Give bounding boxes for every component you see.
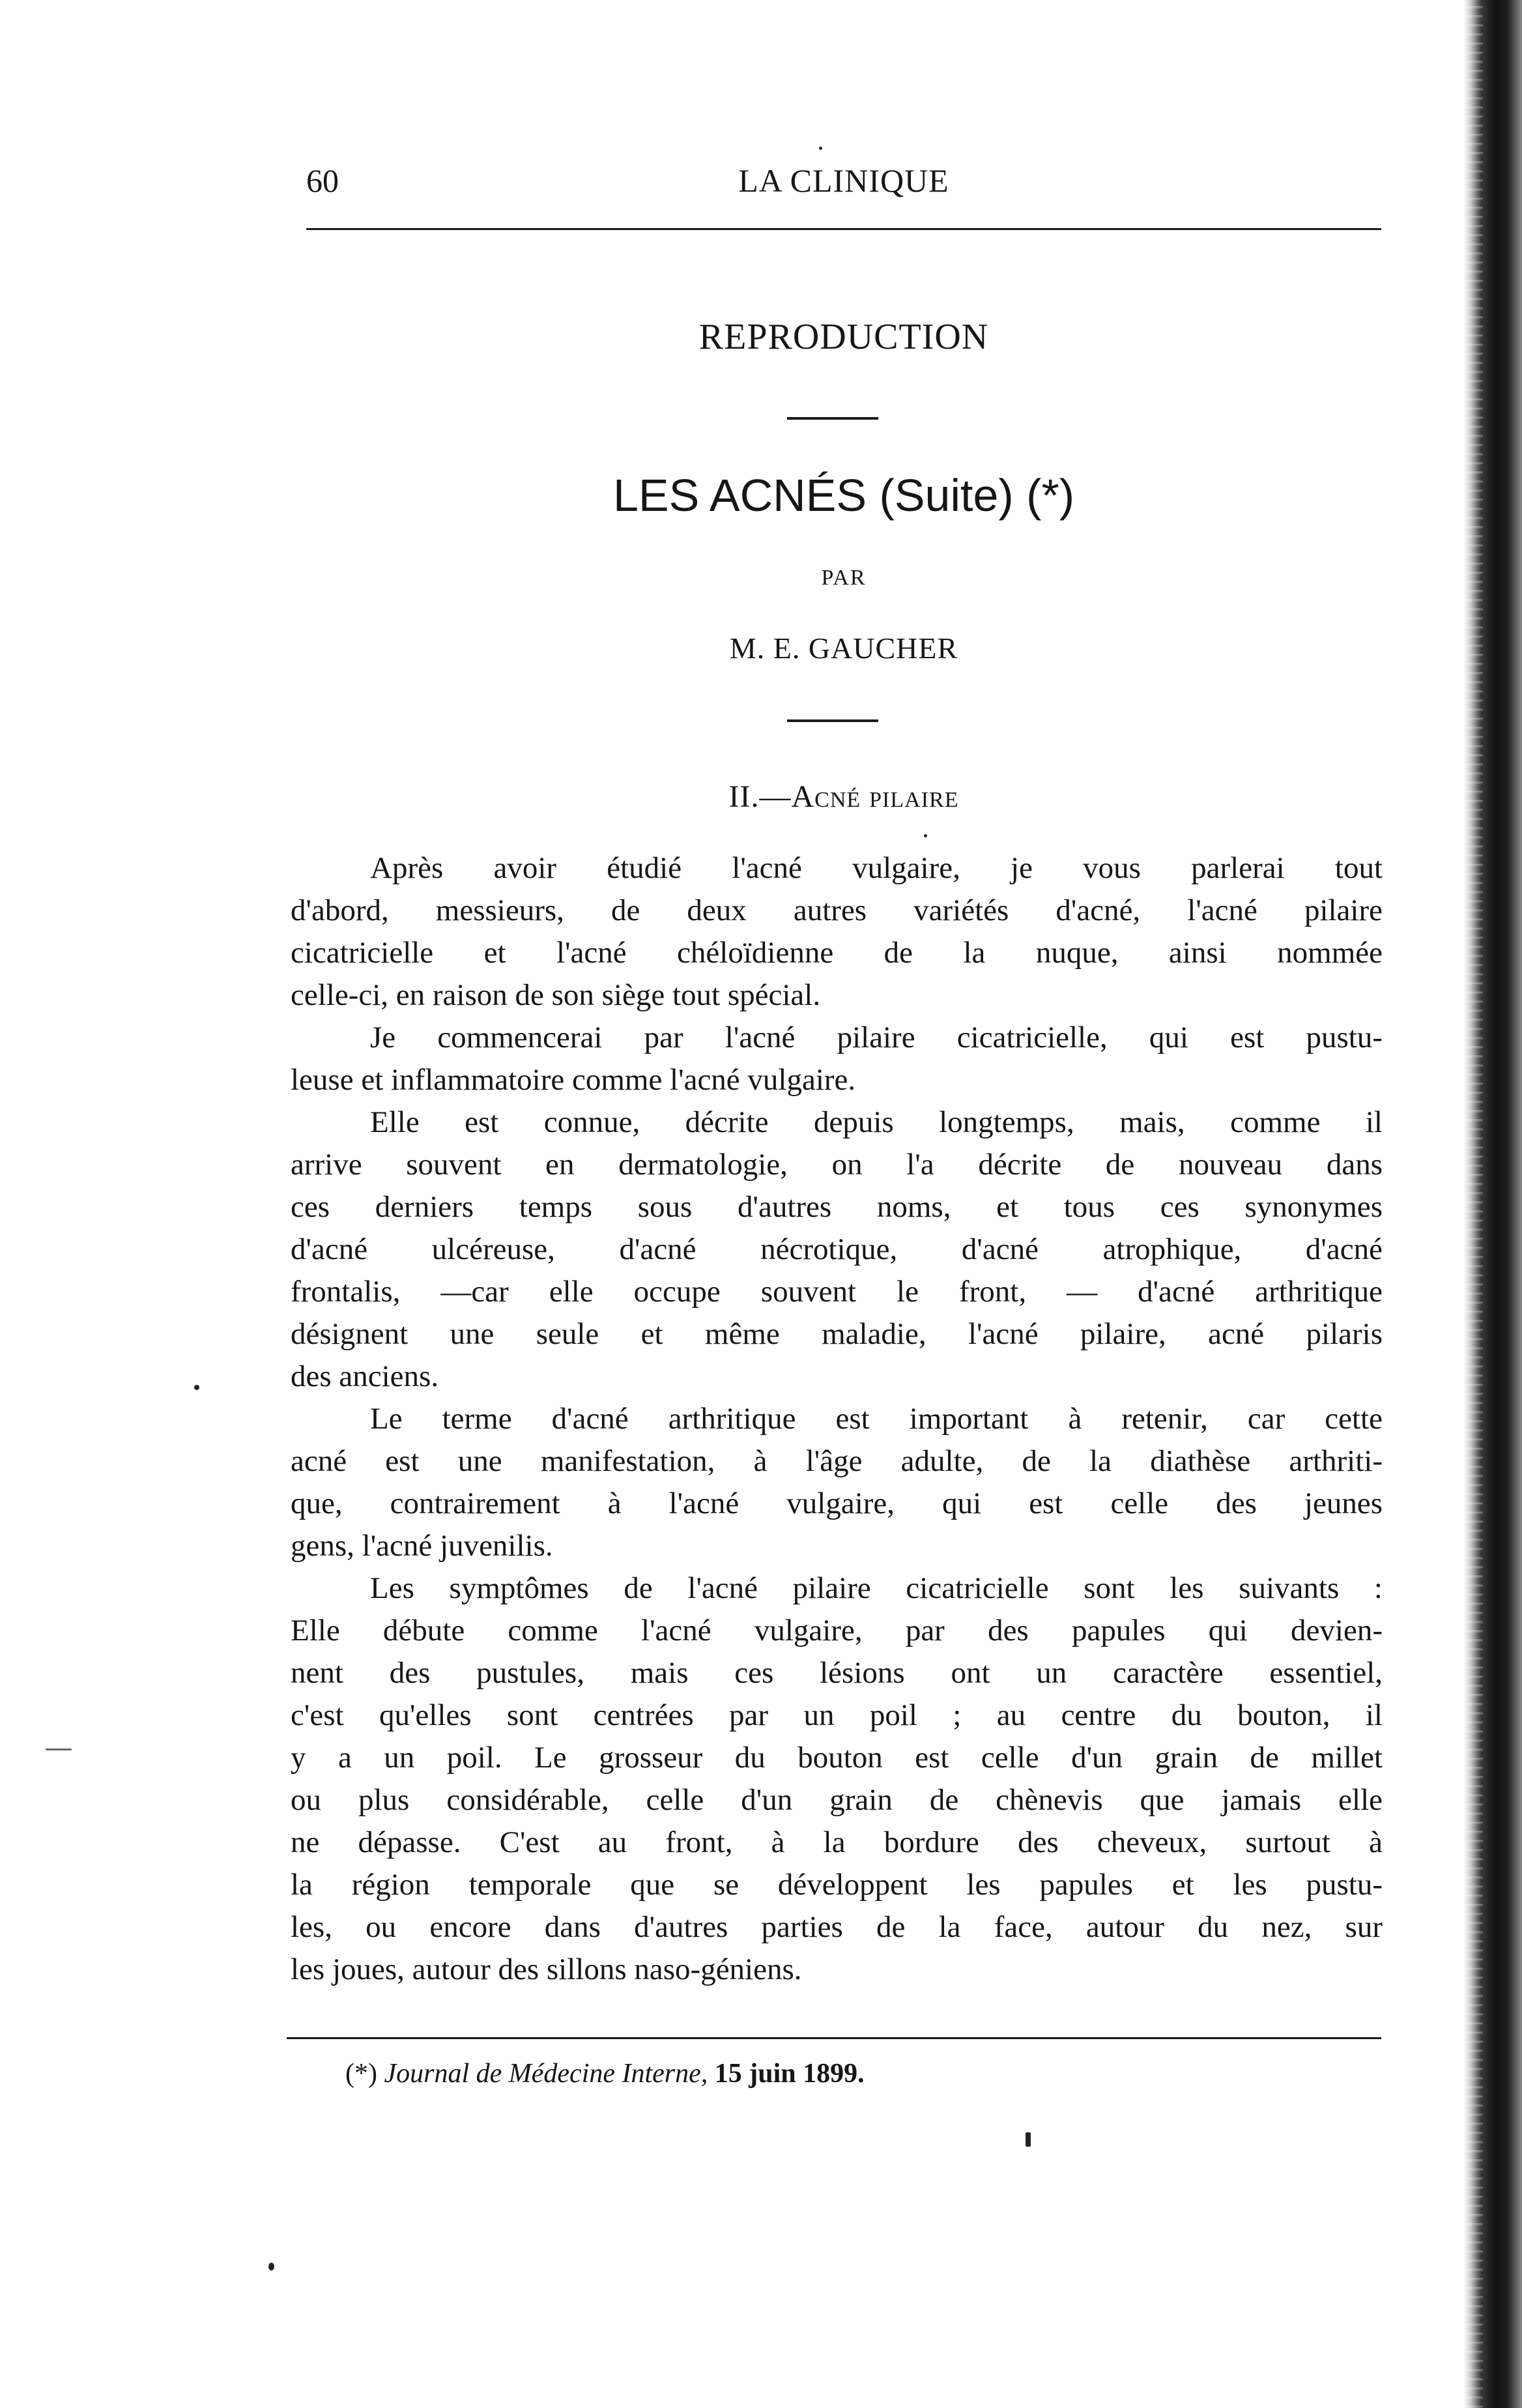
body-line: les, ou encore dans d'autres parties de la face, autour du nez, sur	[291, 1910, 1383, 1944]
byline-par: PAR	[821, 566, 867, 590]
scan-binding-texture	[1465, 0, 1483, 2408]
byline-author: M. E. GAUCHER	[729, 631, 958, 665]
scan-speck	[924, 834, 927, 837]
title-separator-rule	[787, 417, 878, 420]
body-line: cicatricielle et l'acné chéloïdienne de la nuque, ainsi nommée	[291, 936, 1383, 970]
subsection-heading: II.—Acné pilaire	[728, 779, 959, 814]
body-line: que, contrairement à l'acné vulgaire, qui est celle des jeunes	[291, 1487, 1383, 1520]
body-line: d'abord, messieurs, de deux autres variétés d'acné, l'acné pilaire	[291, 893, 1383, 927]
body-line: arrive souvent en dermatologie, on l'a décrite de nouveau dans	[291, 1148, 1383, 1182]
body-line: Après avoir étudié l'acné vulgaire, je vous parlerai tout	[370, 851, 1383, 885]
scan-speck	[46, 1748, 72, 1750]
body-line: désignent une seule et même maladie, l'acné pilaire, acné pilaris	[291, 1317, 1383, 1351]
section-heading: REPRODUCTION	[698, 317, 989, 357]
body-line: c'est qu'elles sont centrées par un poil ; au centre du bouton, il	[291, 1698, 1383, 1732]
body-line: d'acné ulcéreuse, d'acné nécrotique, d'acné atrophique, d'acné	[291, 1232, 1383, 1266]
footnote-marker: (*)	[345, 2059, 377, 2089]
body-line: Elle débute comme l'acné vulgaire, par des papules qui devien-	[291, 1614, 1383, 1647]
body-line: Le terme d'acné arthritique est important à retenir, car cette	[370, 1402, 1383, 1436]
footnote-date: 15 juin 1899.	[714, 2059, 865, 2089]
footnote-rule	[287, 2037, 1381, 2039]
body-line: acné est une manifestation, à l'âge adulte, de la diathèse arthriti-	[291, 1444, 1383, 1478]
body-line: celle-ci, en raison de son siège tout spécial.	[291, 978, 821, 1012]
body-line: leuse et inflammatoire comme l'acné vulgaire.	[291, 1063, 856, 1097]
footnote	[345, 2058, 865, 2089]
body-line: Les symptômes de l'acné pilaire cicatricielle sont les suivants :	[370, 1571, 1383, 1605]
scan-speck	[819, 147, 822, 150]
article-body	[291, 847, 1383, 1991]
body-line: la région temporale que se développent les papules et les pustu-	[291, 1868, 1383, 1902]
body-line: ne dépasse. C'est au front, à la bordure des cheveux, surtout à	[291, 1825, 1383, 1859]
body-line: les joues, autour des sillons naso-géniens.	[291, 1952, 802, 1986]
article-title: LES ACNÉS (Suite) (*)	[613, 470, 1074, 521]
scan-speck	[1026, 2132, 1031, 2147]
page-header	[306, 162, 1381, 207]
header-rule	[306, 228, 1381, 230]
body-line: Je commencerai par l'acné pilaire cicatricielle, qui est pustu-	[370, 1021, 1383, 1054]
body-line: ou plus considérable, celle d'un grain de chènevis que jamais elle	[291, 1783, 1383, 1817]
running-title: LA CLINIQUE	[738, 162, 949, 199]
body-line: gens, l'acné juvenilis.	[291, 1529, 553, 1563]
body-line: Elle est connue, décrite depuis longtemps, mais, comme il	[370, 1105, 1383, 1139]
scan-speck	[194, 1385, 199, 1390]
body-line: y a un poil. Le grosseur du bouton est celle d'un grain de millet	[291, 1741, 1383, 1775]
page-number: 60	[306, 162, 339, 199]
author-separator-rule	[787, 719, 878, 722]
footnote-journal: Journal de Médecine Interne,	[384, 2059, 708, 2089]
scan-speck	[268, 2263, 274, 2270]
body-line: nent des pustules, mais ces lésions ont un caractère essentiel,	[291, 1656, 1383, 1690]
body-line: frontalis, —car elle occupe souvent le front, — d'acné arthritique	[291, 1275, 1383, 1309]
body-line: ces derniers temps sous d'autres noms, et tous ces synonymes	[291, 1190, 1383, 1224]
body-line: des anciens.	[291, 1359, 439, 1393]
